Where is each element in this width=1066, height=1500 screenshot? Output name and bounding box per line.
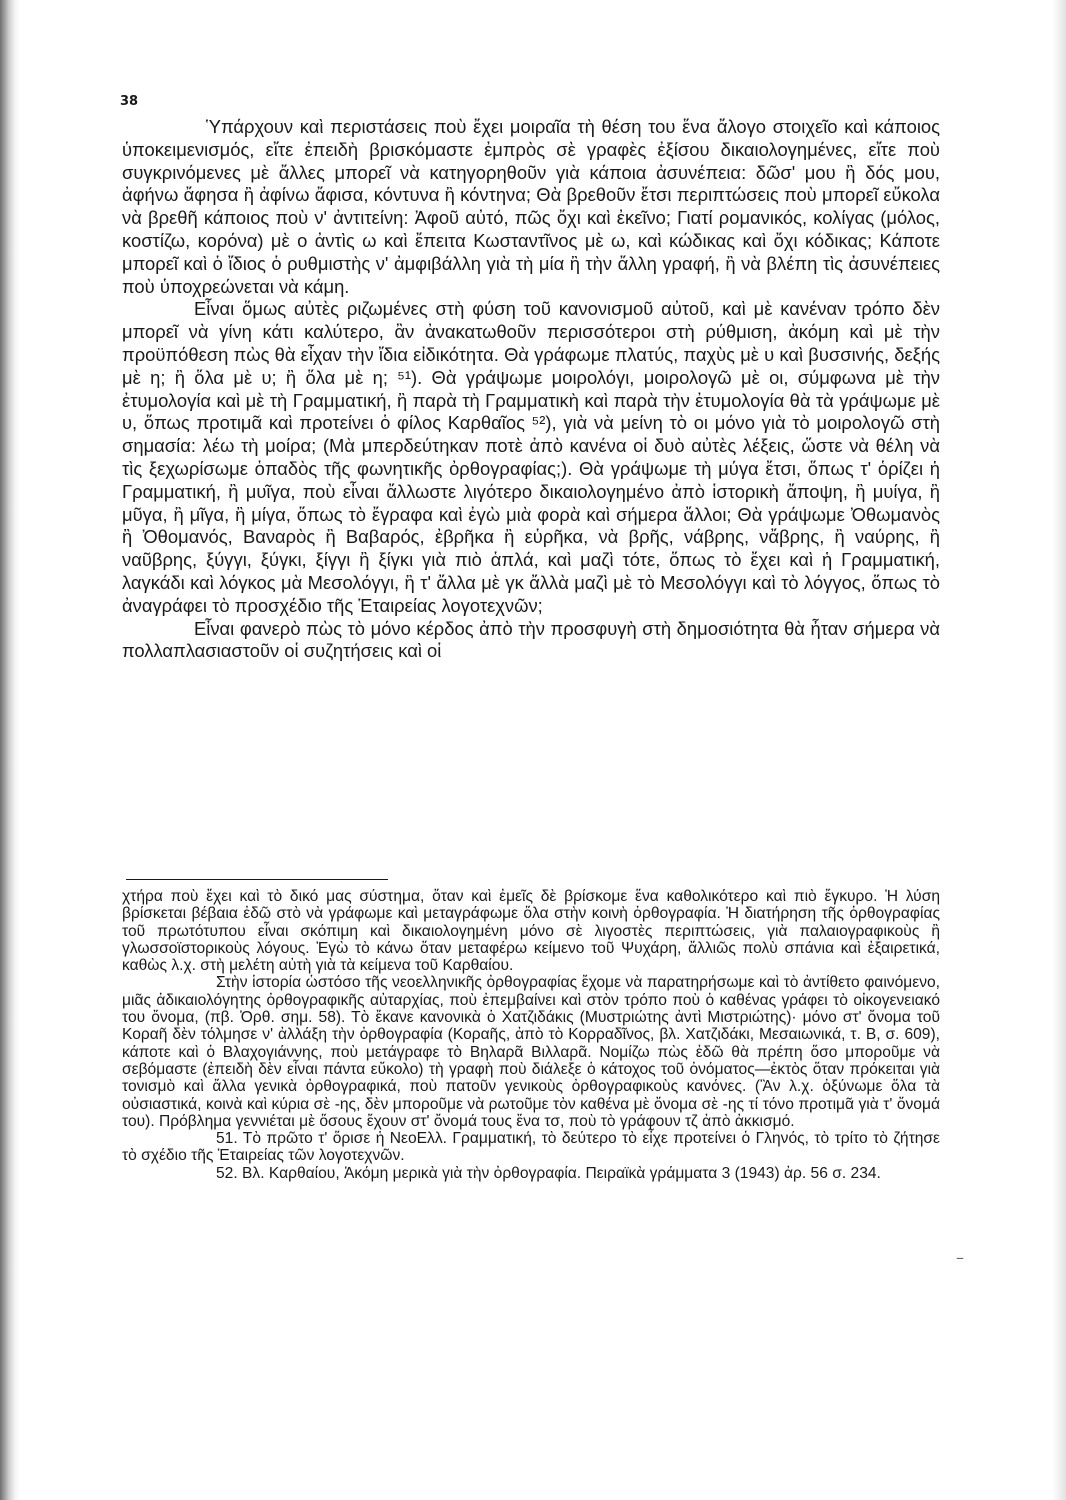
page-number: 38 [120,94,139,109]
footnotes [122,888,940,1182]
footnote-paragraph: Στὴν ἱστορία ὡστόσο τῆς νεοελληνικῆς ὀρθογραφίας ἔχομε νὰ παρατηρήσωμε καὶ τὸ ἀντίθετο φαινόμενο, μιᾶς ἀδικαιολόγητης ὀρθογραφικῆς αὐταρχίας, ποὺ ἐπεμβαίνει καὶ στὸν τρόπο ποὺ ὁ καθένας γράφει τὸ οἰκογενειακό του ὄνομα, (πβ. Ὀρθ. σημ. 58). Τὸ ἔκανε κανονικὰ ὁ Χατζιδάκις (Μυστριώτης ἀντὶ Μιστριώτης)· μόνο στ' ὄνομα τοῦ Κοραῆ δὲν τόλμησε ν' ἀλλάξη τὴν ὀρθογραφία (Κοραῆς, ἀπὸ τὸ Κορραδῖνος, βλ. Χατζιδάκι, Μεσαιωνικά, τ. Β, σ. 609), κάποτε καὶ ὁ Βλαχογιάννης, ποὺ μετάγραφε τὸ Βηλαρᾶ Βιλλαρᾶ. Νομίζω πὼς ἐδῶ θὰ πρέπη ὅσο μποροῦμε νὰ σεβόμαστε (ἐπειδὴ δὲν εἶναι πάντα εὔκολο) τὴ γραφὴ ποὺ διάλεξε ὁ κάτοχος τοῦ ὀνόματος—ἐκτὸς ὅταν πρόκειται γιὰ τονισμὸ καὶ ἄλλα γενικὰ ὀρθογραφικά, ποὺ πατοῦν γενικοὺς ὀρθογραφικοὺς κανόνες. (Ἂν λ.χ. ὀξύνωμε ὅλα τὰ οὐσιαστικά, κοινὰ καὶ κύρια σὲ -ης, δὲν μποροῦμε νὰ ρωτοῦμε τὸν καθένα μὲ ὄνομα σὲ -ης τί τόνο προτιμᾶ γιὰ τ' ὄνομά του). Πρόβλημα γεννιέται μὲ ὅσους ἔχουν στ' ὄνομά τους ἕνα τσ, ποὺ τὸ γράφουν τζ ἀπὸ ἀκκισμό. [122,974,940,1130]
scan-binding-edge [0,0,20,1500]
body-paragraph: Εἶναι φανερὸ πὼς τὸ μόνο κέρδος ἀπὸ τὴν προσφυγὴ στὴ δημοσιότητα θὰ ἦταν σήμερα νὰ πολλαπλασιαστοῦν οἱ συζητήσεις καὶ οἱ [122,617,940,662]
footnote-divider [126,879,388,880]
body-paragraph: Εἶναι ὅμως αὐτὲς ριζωμένες στὴ φύση τοῦ κανονισμοῦ αὐτοῦ, καὶ μὲ κανέναν τρόπο δὲν μπορεῖ νὰ γίνη κάτι καλύτερο, ἂν ἀνακατωθοῦν περισσότεροι στὴ ρύθμιση, ἀκόμη καὶ μὲ τὴν προϋπόθεση πὼς θὰ εἶχαν τὴν ἴδια εἰδικότητα. Θὰ γράφωμε πλατύς, παχὺς μὲ υ καὶ βυσσινής, δεξής μὲ η; ἢ ὅλα μὲ υ; ἢ ὅλα μὲ η; ⁵¹). Θὰ γράψωμε μοιρολόγι, μοιρολογῶ μὲ οι, σύμφωνα μὲ τὴν ἐτυμολογία καὶ μὲ τὴ Γραμματική, ἢ παρὰ τὴ Γραμματικὴ καὶ παρὰ τὴν ἐτυμολογία θὰ τὰ γράψωμε μὲ υ, ὅπως προτιμᾶ καὶ προτείνει ὁ φίλος Καρθαῖος ⁵²), γιὰ νὰ μείνη τὸ οι μόνο γιὰ τὸ μοιρολογῶ στὴ σημασία: λέω τὴ μοίρα; (Μὰ μπερδεύτηκαν ποτὲ ἀπὸ κανένα οἱ δυὸ αὐτὲς λέξεις, ὥστε νὰ θέλη νὰ τὶς ξεχωρίσωμε ὁπαδὸς τῆς φωνητικῆς ὀρθογραφίας;). Θὰ γράψωμε τὴ μύγα ἔτσι, ὅπως τ' ὁρίζει ἡ Γραμματική, ἢ μυῖγα, ποὺ εἶναι ἄλλωστε λιγότερο δικαιολογημένο ἀπὸ ἱστορικὴ ἄποψη, ἢ μυίγα, ἢ μῦγα, ἢ μῖγα, ἢ μίγα, ὅπως τὸ ἔγραφα καὶ ἐγὼ μιὰ φορὰ καὶ σήμερα ἄλλοι; Θὰ γράψωμε Ὀθωμανὸς ἢ Ὀθομανός, Βαναρὸς ἢ Βαβαρός, ἐβρῆκα ἢ εὑρῆκα, νὰ βρῆς, νάβρης, νἄβρης, ἢ ναύρης, ἢ ναῦβρης, ξύγγι, ξύγκι, ξίγγι ἢ ξίγκι γιὰ πιὸ ἁπλά, καὶ μαζὶ τότε, ὅπως τὸ ἔχει καὶ ἡ Γραμματική, λαγκάδι καὶ λόγκος μὰ Μεσολόγγι, ἢ τ' ἄλλα μὲ γκ ἄλλὰ μαζὶ μὲ τὸ Μεσολόγγι καὶ τὸ λόγγος, ὅπως τὸ ἀναγράφει τὸ προσχέδιο τῆς Ἑταιρείας λογοτεχνῶν; [122,298,940,616]
scan-right-shade [1052,0,1066,1500]
footnote-52: 52. Βλ. Καρθαίου, Ἀκόμη μερικὰ γιὰ τὴν ὀρθογραφία. Πειραϊκὰ γράμματα 3 (1943) ἀρ. 56 σ. 234. [216,1164,881,1182]
footnote-continuation: χτήρα ποὺ ἔχει καὶ τὸ δικό μας σύστημα, ὅταν καὶ ἐμεῖς δὲ βρίσκομε ἕνα καθολικότερο καὶ πιὸ ἔγκυρο. Ἡ λύση βρίσκεται βέβαια ἐδῶ στὸ νὰ γράφωμε καὶ μεταγράφωμε ὅλα στὴν κοινὴ ὀρθογραφία. Ἡ διατήρηση τῆς ὀρθογραφίας τοῦ πρωτότυπου εἶναι σκόπιμη καὶ δικαιολογημένη μόνο σὲ λιγοστὲς περιπτώσεις, γιὰ παλαιογραφικοὺς ἢ γλωσσοϊστορικοὺς λόγους. Ἐγὼ τὸ κάνω ὅταν μεταφέρω κείμενο τοῦ Ψυχάρη, ἄλλιῶς πολὺ σπάνια καὶ ἐξαιρετικά, καθὼς λ.χ. στὴ μελέτη αὐτὴ γιὰ τὰ κείμενα τοῦ Καρθαίου. [122,888,940,975]
main-text [122,116,940,663]
margin-mark: – [956,1248,964,1267]
footnote-51: 51. Τὸ πρῶτο τ' ὅρισε ἡ ΝεοΕλλ. Γραμματική, τὸ δεύτερο τὸ εἶχε προτείνει ὁ Γληνός, τὸ τρίτο τὸ ζήτησε τὸ σχέδιο τῆς Ἑταιρείας τῶν λογοτεχνῶν. [122,1130,940,1165]
body-paragraph: Ὑπάρχουν καὶ περιστάσεις ποὺ ἔχει μοιραῖα τὴ θέση του ἕνα ἄλογο στοιχεῖο καὶ κάποιος ὑποκειμενισμός, εἴτε ἐπειδὴ βρισκόμαστε ἐμπρὸς σὲ γραφὲς ἐξίσου δικαιολογημένες, εἴτε ποὺ συγκρινόμενες μὲ ἄλλες μπορεῖ νὰ κατηγορηθοῦν γιὰ κάποια ἀσυνέπεια: δῶσ' μου ἢ δός μου, ἀφήνω ἄφησα ἢ ἀφίνω ἄφισα, κόντυνα ἢ κόντηνα; Θὰ βρεθοῦν ἔτσι περιπτώσεις ποὺ μπορεῖ εὔκολα νὰ βρεθῆ κάποιος ποὺ ν' ἀντιτείνη: Ἀφοῦ αὐτό, πῶς ὄχι καὶ ἐκεῖνο; Γιατί ρομανικός, κολίγας (μόλος, κοστίζω, κορόνα) μὲ ο ἀντὶς ω καὶ ἔπειτα Κωσταντῖνος μὲ ω, καὶ κώδικας καὶ ὄχι κόδικας; Κάποτε μπορεῖ καὶ ὁ ἴδιος ὁ ρυθμιστὴς ν' ἀμφιβάλλη γιὰ τὴ μία ἢ τὴν ἄλλη γραφή, ἢ νὰ βλέπη τὶς ἀσυνέπειες ποὺ ὑποχρεώνεται νὰ κάμη. [122,116,940,297]
